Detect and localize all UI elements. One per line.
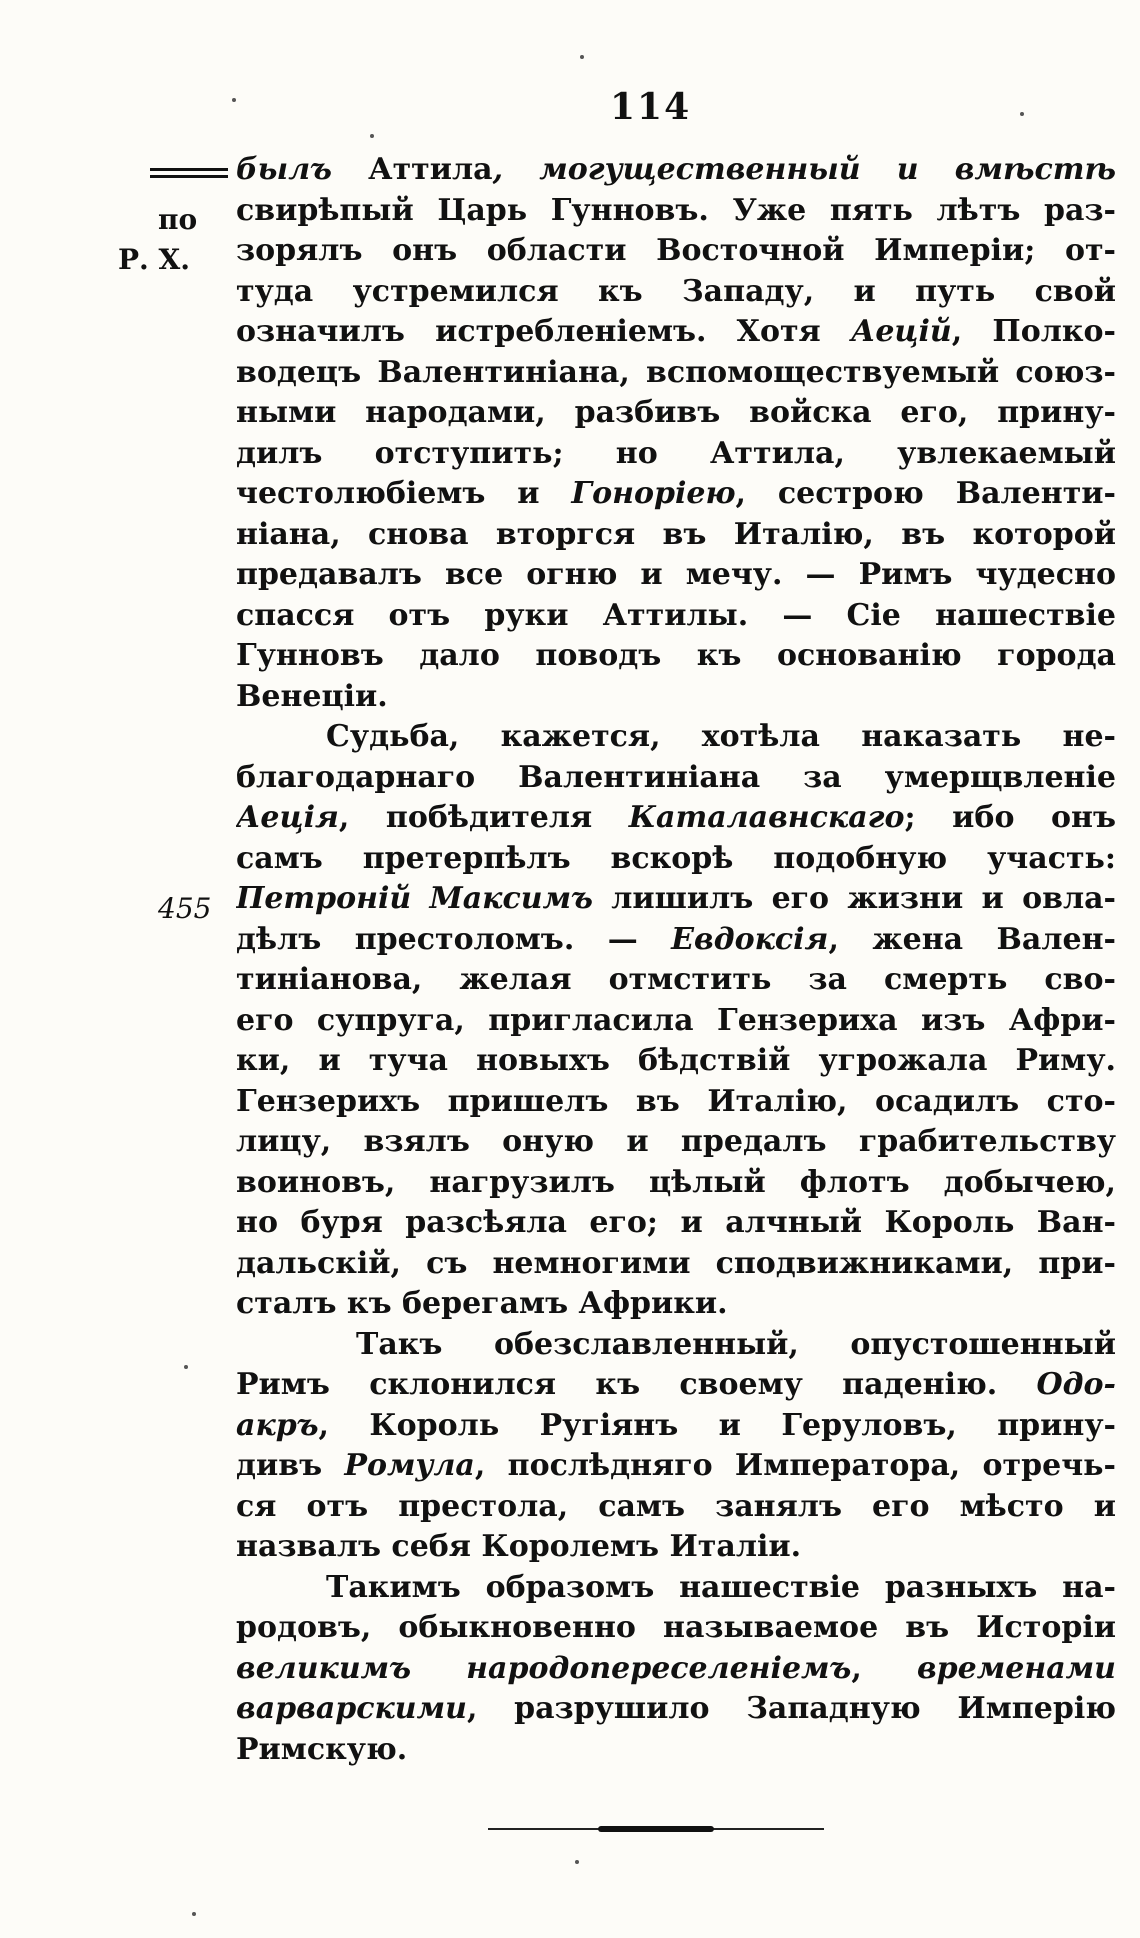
text-line (236, 1325, 1116, 1366)
text-run: дальскій, съ немногими сподвижниками, при- (236, 1245, 1116, 1281)
text-line (236, 1365, 1116, 1406)
text-run: Аттила (368, 152, 493, 187)
text-line (236, 717, 1116, 758)
italic-name: , могущественный и вмѣстѣ (492, 152, 1116, 187)
italic-name: акръ (236, 1407, 319, 1443)
text-run: зорялъ онъ области Восточной Имперіи; от- (236, 233, 1116, 268)
margin-rule-marker (150, 168, 228, 180)
text-run: честолюбіемъ и (236, 476, 572, 511)
text-line (236, 1608, 1116, 1649)
text-run: благодарнаго Валентиніана за умерщвленіе (236, 759, 1116, 795)
text-line (236, 231, 1116, 272)
text-run: предавалъ все огню и мечу. — Римъ чудесно (236, 557, 1116, 592)
text-line (236, 960, 1116, 1001)
text-run: Римъ склонился къ своему паденію. (236, 1367, 1037, 1402)
text-run: дѣлъ престоломъ. — (236, 921, 672, 957)
text-line (236, 1487, 1116, 1528)
text-run: тиніанова, желая отмстить за смерть сво- (236, 962, 1116, 997)
print-speck (184, 1365, 188, 1369)
text-run: лицу, взялъ оную и предалъ грабительству (236, 1124, 1116, 1159)
text-line (236, 434, 1116, 475)
text-run: ніана, снова вторгся въ Италію, въ которой (236, 516, 1116, 552)
italic-name: Аецій (850, 314, 952, 349)
margin-note-po: по (158, 203, 198, 236)
text-line (236, 758, 1116, 799)
text-line (236, 272, 1116, 313)
text-run: ными народами, разбивъ войска его, прину- (236, 395, 1116, 430)
print-speck (1020, 112, 1024, 116)
text-run: , побѣдителя (338, 800, 629, 835)
text-line (236, 191, 1116, 232)
text-line (236, 1527, 1116, 1568)
text-line (236, 596, 1116, 637)
italic-name: Каталавнскаго (628, 800, 905, 835)
text-run: , послѣдняго Императора, отречь- (474, 1448, 1116, 1483)
text-line (236, 1244, 1116, 1285)
text-run: водецъ Валентиніана, вспомоществуемый союз- (236, 354, 1116, 390)
text-run: родовъ, обыкновенно называемое въ Исторіи (236, 1610, 1116, 1645)
paragraph-3 (236, 1325, 1116, 1568)
text-line (236, 1041, 1116, 1082)
italic-name: Аеція (236, 800, 339, 835)
text-run: дилъ отступить; но Аттила, увлекаемый (236, 435, 1116, 471)
text-run: его супруга, пригласила Гензериха изъ Афри- (236, 1002, 1116, 1038)
italic-name: временами (916, 1650, 1116, 1686)
text-line (236, 515, 1116, 556)
text-run: ся отъ престола, самъ занялъ его мѣсто и (236, 1488, 1116, 1524)
print-speck (370, 134, 374, 138)
margin-note-year-455: 455 (158, 892, 212, 925)
paragraph-4 (236, 1568, 1116, 1771)
italic-name: Петроній Максимъ (236, 881, 593, 916)
text-line (236, 636, 1116, 677)
text-line (236, 798, 1116, 839)
text-line (236, 1122, 1116, 1163)
text-line (236, 879, 1116, 920)
text-line (236, 1203, 1116, 1244)
text-line (236, 353, 1116, 394)
margin-note-era: Р. Х. (118, 243, 191, 276)
text-run: , разрушило Западную Имперію (466, 1691, 1116, 1726)
italic-name: Гоноріею (571, 476, 736, 511)
text-run: означилъ истребленіемъ. Хотя (236, 314, 851, 349)
italic-name: великимъ народопереселеніемъ (236, 1650, 852, 1686)
body-text (236, 150, 1116, 1770)
text-line (236, 1001, 1116, 1042)
page-number: 114 (610, 86, 692, 128)
text-line (236, 150, 1116, 191)
text-line (236, 839, 1116, 880)
text-line (236, 474, 1116, 515)
print-speck (192, 1912, 196, 1916)
text-run: Судьба, кажется, хотѣла наказать не- (326, 719, 1116, 754)
text-run: Гензерихъ пришелъ въ Италію, осадилъ сто- (236, 1083, 1116, 1119)
text-run: туда устремился къ Западу, и путь свой (236, 273, 1116, 309)
text-run: Римскую. (236, 1731, 408, 1767)
text-line (236, 1284, 1116, 1325)
text-run: Такимъ образомъ нашествіе разныхъ на- (326, 1569, 1116, 1605)
text-run: Венеціи. (236, 678, 388, 714)
text-run: сталъ къ берегамъ Африки. (236, 1286, 728, 1321)
text-line (236, 1568, 1116, 1609)
text-run: , (851, 1650, 917, 1686)
text-run: Гунновъ дало поводъ къ основанію города (236, 638, 1116, 673)
text-line (236, 920, 1116, 961)
text-line (236, 1406, 1116, 1447)
text-run: , Полко- (951, 314, 1116, 349)
text-run: назвалъ себя Королемъ Италіи. (236, 1529, 802, 1564)
text-run: дивъ (236, 1448, 345, 1483)
text-line (236, 555, 1116, 596)
text-run: Такъ обезславленный, опустошенный (356, 1326, 1116, 1362)
text-run: воиновъ, нагрузилъ цѣлый флотъ добычею, (236, 1164, 1116, 1200)
text-run: но буря разсѣяла его; и алчный Король Ван- (236, 1205, 1116, 1240)
text-run: ; ибо онъ (904, 800, 1116, 835)
text-line (236, 1730, 1116, 1771)
italic-name: Евдоксія (671, 921, 829, 957)
print-speck (575, 1860, 579, 1864)
text-line (236, 1689, 1116, 1730)
text-line (236, 1446, 1116, 1487)
text-line (236, 1649, 1116, 1690)
end-ornament (488, 1824, 824, 1834)
paragraph-1 (236, 150, 1116, 717)
text-run: свирѣпый Царь Гунновъ. Уже пять лѣтъ раз- (236, 192, 1116, 228)
text-line (236, 393, 1116, 434)
italic-name: варварскими (236, 1691, 467, 1726)
text-run: , Король Ругіянъ и Геруловъ, прину- (318, 1407, 1116, 1443)
text-run: лишилъ его жизни и овла- (592, 881, 1116, 916)
italic-name: Ромула (344, 1448, 475, 1483)
text-run: , жена Вален- (828, 921, 1116, 957)
italic-name: былъ (236, 152, 369, 187)
text-run: , сестрою Валенти- (735, 476, 1116, 511)
text-line (236, 677, 1116, 718)
text-run: спасся отъ руки Аттилы. — Сіе нашествіе (236, 597, 1116, 633)
print-speck (580, 55, 584, 59)
paragraph-2 (236, 717, 1116, 1325)
print-speck (232, 98, 236, 102)
text-run: ки, и туча новыхъ бѣдствій угрожала Риму. (236, 1043, 1116, 1078)
text-line (236, 1163, 1116, 1204)
text-line (236, 312, 1116, 353)
text-run: самъ претерпѣлъ вскорѣ подобную участь: (236, 840, 1116, 876)
text-line (236, 1082, 1116, 1123)
italic-name: Одо- (1036, 1367, 1116, 1402)
